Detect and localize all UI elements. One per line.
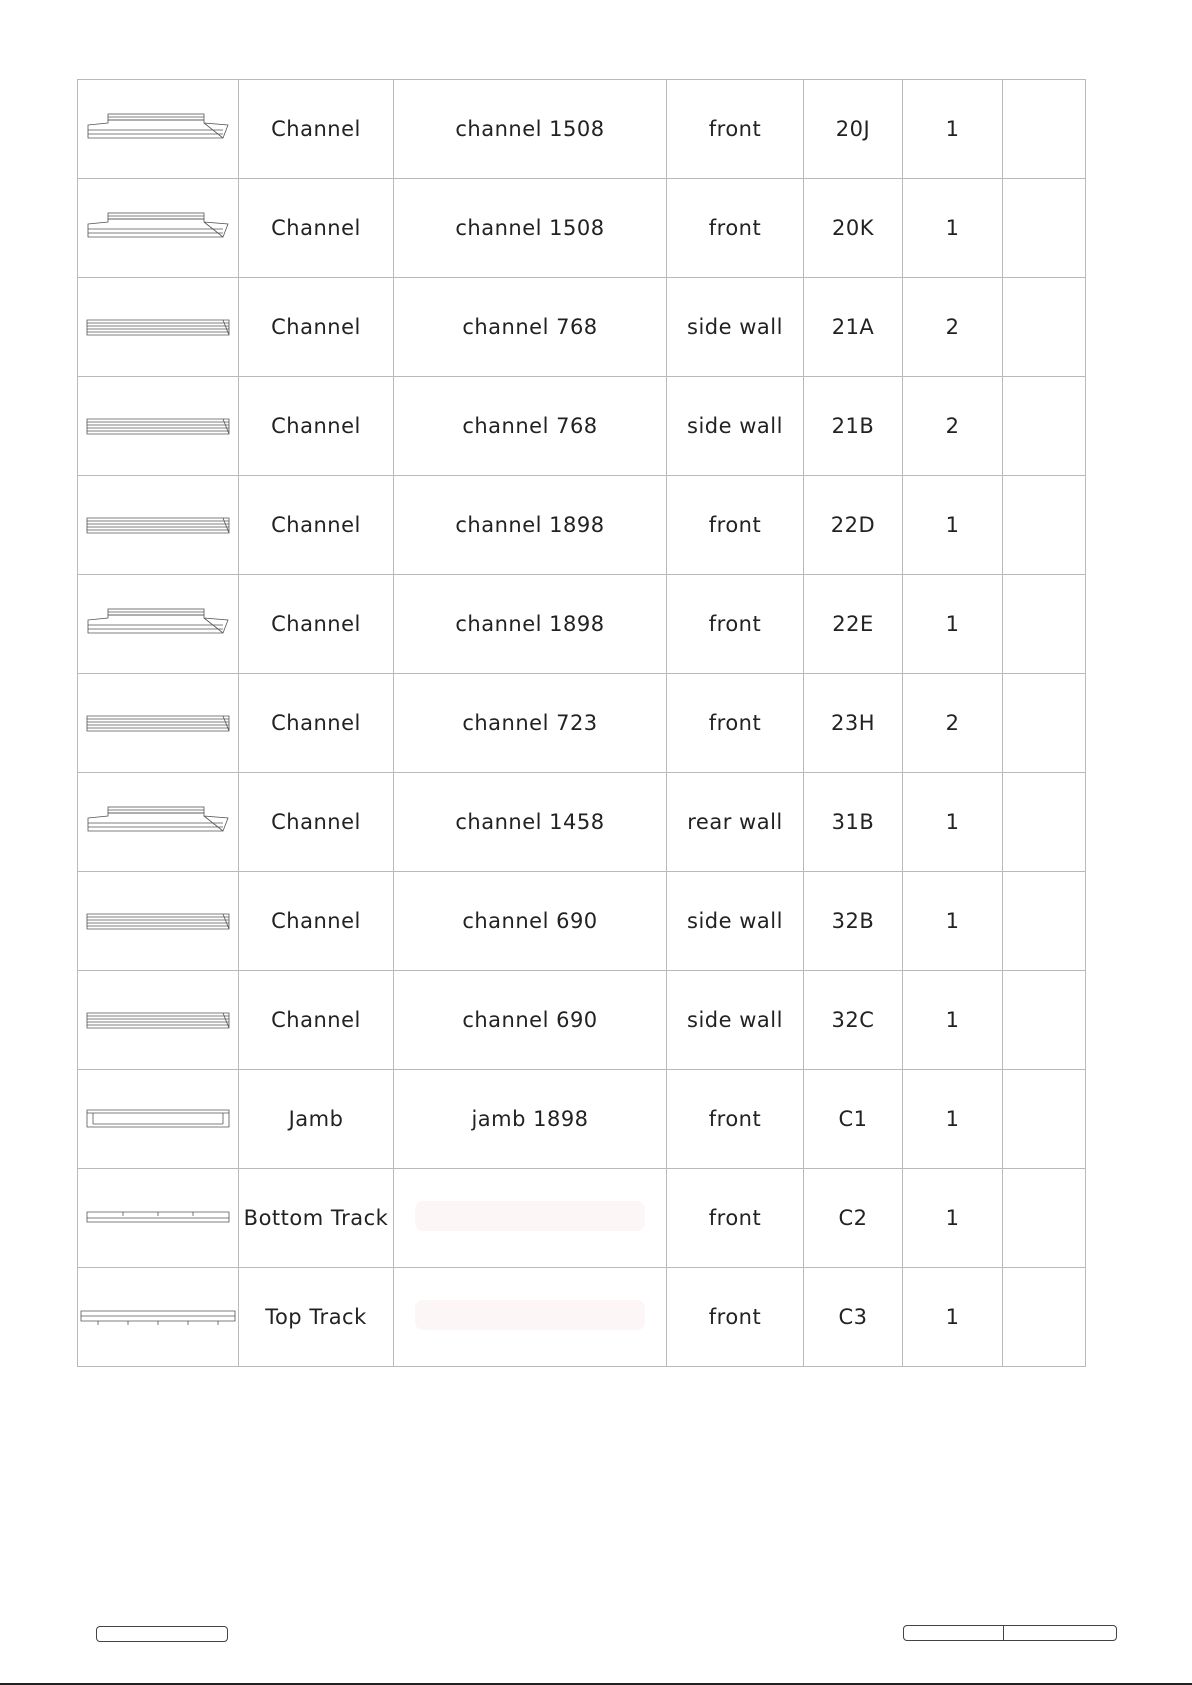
location-cell: side wall [667,278,804,377]
part-type-cell: Channel [239,278,394,377]
quantity-cell: 1 [903,80,1003,179]
part-name-cell: channel 768 [394,278,667,377]
profile-image-cell [78,179,239,278]
check-cell [1003,872,1086,971]
part-code-cell: C3 [804,1268,903,1367]
profile-image-cell [78,377,239,476]
channel-flat-profile-icon [83,1000,233,1040]
channel-stepped-profile-icon [83,802,233,842]
quantity-cell: 1 [903,179,1003,278]
jamb-profile-icon [83,1099,233,1139]
profile-image-cell [78,1169,239,1268]
table-row [78,476,1086,575]
location-cell: rear wall [667,773,804,872]
part-name-cell [394,1169,667,1268]
part-code-cell: 32C [804,971,903,1070]
table-row [78,80,1086,179]
quantity-cell: 1 [903,773,1003,872]
footer-right-box [903,1625,1117,1641]
location-cell: front [667,179,804,278]
top-track-profile-icon [78,1297,238,1337]
check-cell [1003,80,1086,179]
part-code-cell: 20J [804,80,903,179]
footer-left-box [96,1626,228,1642]
profile-image-cell [78,674,239,773]
check-cell [1003,674,1086,773]
part-type-cell: Bottom Track [239,1169,394,1268]
location-cell: front [667,1070,804,1169]
location-cell: side wall [667,377,804,476]
channel-stepped-profile-icon [83,604,233,644]
quantity-cell: 2 [903,377,1003,476]
part-type-cell: Jamb [239,1070,394,1169]
part-name-cell: channel 768 [394,377,667,476]
check-cell [1003,278,1086,377]
profile-image-cell [78,1070,239,1169]
table-row [78,1070,1086,1169]
parts-table-body [78,80,1086,1367]
channel-flat-profile-icon [83,406,233,446]
part-code-cell: 20K [804,179,903,278]
channel-flat-profile-icon [83,901,233,941]
table-row [78,575,1086,674]
part-code-cell: 21A [804,278,903,377]
check-cell [1003,476,1086,575]
redacted-part-name [415,1201,645,1231]
profile-image-cell [78,773,239,872]
quantity-cell: 1 [903,872,1003,971]
part-name-cell: channel 723 [394,674,667,773]
part-type-cell: Channel [239,80,394,179]
table-row [78,1169,1086,1268]
footer-right-divider [1003,1626,1004,1640]
channel-stepped-profile-icon [83,208,233,248]
channel-flat-profile-icon [83,505,233,545]
check-cell [1003,773,1086,872]
profile-image-cell [78,278,239,377]
part-name-cell: channel 1458 [394,773,667,872]
check-cell [1003,377,1086,476]
table-row [78,773,1086,872]
part-type-cell: Channel [239,575,394,674]
part-name-cell: channel 690 [394,872,667,971]
part-code-cell: 22E [804,575,903,674]
table-row [78,179,1086,278]
part-type-cell: Channel [239,674,394,773]
channel-flat-profile-icon [83,307,233,347]
check-cell [1003,575,1086,674]
part-code-cell: C2 [804,1169,903,1268]
quantity-cell: 1 [903,1169,1003,1268]
part-type-cell: Channel [239,971,394,1070]
part-code-cell: 21B [804,377,903,476]
check-cell [1003,971,1086,1070]
location-cell: front [667,476,804,575]
profile-image-cell [78,575,239,674]
table-row [78,872,1086,971]
part-name-cell: channel 690 [394,971,667,1070]
location-cell: side wall [667,971,804,1070]
quantity-cell: 1 [903,575,1003,674]
part-type-cell: Top Track [239,1268,394,1367]
part-type-cell: Channel [239,476,394,575]
part-type-cell: Channel [239,179,394,278]
part-code-cell: 23H [804,674,903,773]
profile-image-cell [78,971,239,1070]
profile-image-cell [78,476,239,575]
location-cell: side wall [667,872,804,971]
table-row [78,278,1086,377]
part-type-cell: Channel [239,377,394,476]
part-name-cell: channel 1898 [394,476,667,575]
quantity-cell: 1 [903,1070,1003,1169]
part-name-cell: channel 1508 [394,80,667,179]
check-cell [1003,1070,1086,1169]
quantity-cell: 1 [903,476,1003,575]
check-cell [1003,179,1086,278]
channel-stepped-profile-icon [83,109,233,149]
check-cell [1003,1268,1086,1367]
parts-table [77,79,1086,1367]
part-code-cell: 32B [804,872,903,971]
location-cell: front [667,674,804,773]
location-cell: front [667,1268,804,1367]
location-cell: front [667,80,804,179]
profile-image-cell [78,1268,239,1367]
check-cell [1003,1169,1086,1268]
part-code-cell: 22D [804,476,903,575]
redacted-part-name [415,1300,645,1330]
table-row [78,971,1086,1070]
part-name-cell: channel 1508 [394,179,667,278]
location-cell: front [667,575,804,674]
part-code-cell: 31B [804,773,903,872]
quantity-cell: 1 [903,1268,1003,1367]
profile-image-cell [78,872,239,971]
part-name-cell [394,1268,667,1367]
bottom-track-profile-icon [83,1198,233,1238]
location-cell: front [667,1169,804,1268]
part-name-cell: channel 1898 [394,575,667,674]
table-row [78,1268,1086,1367]
part-name-cell: jamb 1898 [394,1070,667,1169]
quantity-cell: 2 [903,674,1003,773]
part-code-cell: C1 [804,1070,903,1169]
part-type-cell: Channel [239,773,394,872]
channel-flat-profile-icon [83,703,233,743]
profile-image-cell [78,80,239,179]
quantity-cell: 1 [903,971,1003,1070]
table-row [78,377,1086,476]
table-row [78,674,1086,773]
part-type-cell: Channel [239,872,394,971]
quantity-cell: 2 [903,278,1003,377]
